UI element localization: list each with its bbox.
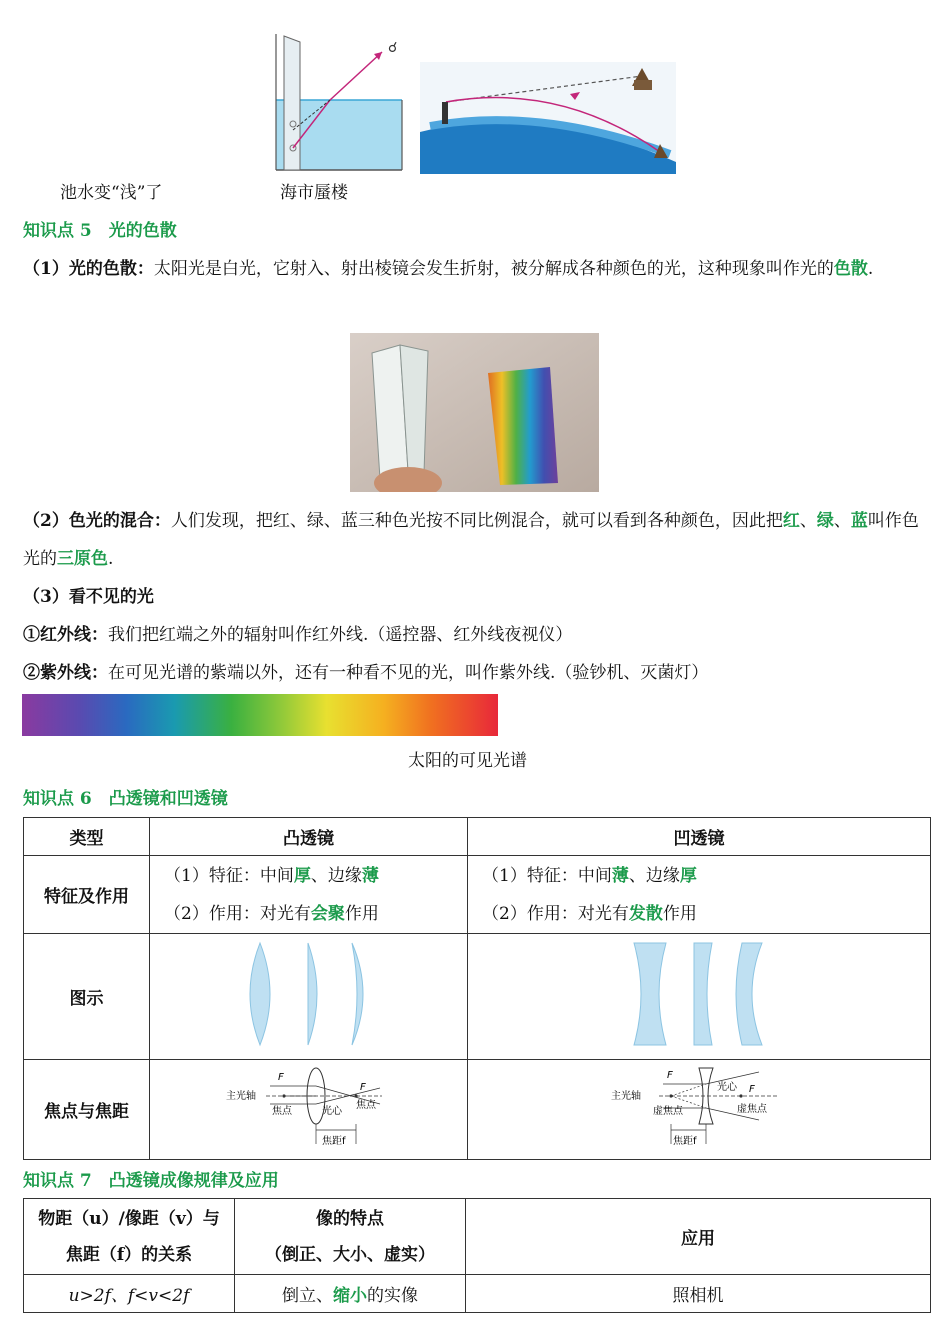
mirage-figure	[420, 62, 676, 174]
svg-text:主光轴: 主光轴	[225, 1091, 256, 1102]
svg-text:F: F	[667, 1070, 673, 1081]
mixing-text: 人们发现，把红、绿、蓝三种色光按不同比例混合，就可以看到各种颜色，因此把	[170, 511, 783, 531]
infrared-line: ①红外线：我们把红端之外的辐射叫作红外线.（遥控器、红外线夜视仪）	[23, 625, 573, 645]
kp5-title: 知识点 5 光的色散	[23, 221, 177, 241]
svg-text:主光轴: 主光轴	[611, 1091, 641, 1102]
concave-lens-shapes	[468, 934, 931, 1060]
svg-text:虚焦点: 虚焦点	[737, 1104, 767, 1115]
header-image-features: 像的特点 （倒正、大小、虚实）	[235, 1199, 466, 1275]
row-focus-label: 焦点与焦距	[24, 1060, 150, 1160]
keyword-green: 绿	[816, 511, 834, 531]
svg-text:焦点: 焦点	[271, 1106, 292, 1117]
dispersion-keyword: 色散	[833, 259, 868, 279]
svg-text:F: F	[749, 1084, 755, 1095]
concave-lenses-icon	[624, 939, 774, 1049]
convex-lens-shapes	[150, 934, 468, 1060]
prism-photo	[350, 333, 599, 492]
dispersion-text: 太阳光是白光，它射入、射出棱镜会发生折射，被分解成各种颜色的光，这种现象叫作光的	[153, 259, 834, 279]
svg-text:焦点: 焦点	[355, 1100, 376, 1111]
svg-text:F: F	[277, 1072, 284, 1083]
concave-focus-diagram	[468, 1060, 931, 1160]
header-type: 类型	[24, 818, 150, 856]
row-features-label: 特征及作用	[24, 856, 150, 934]
row-illustration-label: 图示	[24, 934, 150, 1060]
spectrum-caption: 太阳的可见光谱	[408, 751, 527, 771]
convex-lenses-icon	[234, 939, 384, 1049]
lens-table	[23, 817, 931, 1160]
visible-spectrum-bar	[22, 694, 498, 736]
ultraviolet-line: ②紫外线：在可见光谱的紫端以外，还有一种看不见的光，叫作紫外线.（验钞机、灭菌灯）	[23, 663, 709, 683]
header-application: 应用	[466, 1199, 931, 1275]
kp7-title: 知识点 7 凸透镜成像规律及应用	[23, 1171, 279, 1191]
invisible-light-label: （3）看不见的光	[23, 587, 154, 607]
caption-pool: 池水变“浅”了	[60, 183, 163, 203]
convex-focus-diagram	[150, 1060, 468, 1160]
image-feature-cell: 倒立、缩小的实像	[235, 1275, 466, 1313]
keyword-blue: 蓝	[850, 511, 868, 531]
svg-text:焦距f: 焦距f	[321, 1136, 346, 1147]
convex-features: （1）特征：中间厚、边缘薄 （2）作用：对光有会聚作用	[150, 856, 468, 934]
kp6-title: 知识点 6 凸透镜和凹透镜	[23, 789, 228, 809]
svg-text:F: F	[359, 1082, 366, 1093]
svg-text:光心: 光心	[717, 1082, 737, 1093]
pool-illusion-figure	[270, 34, 410, 176]
header-concave: 凹透镜	[468, 818, 931, 856]
imaging-table	[23, 1198, 931, 1313]
kp5-para-dispersion: （1）光的色散：太阳光是白光，它射入、射出棱镜会发生折射，被分解成各种颜色的光，这种现象叫作光的色散.	[23, 259, 874, 279]
caption-mirage: 海市蜃楼	[280, 183, 348, 203]
svg-text:虚焦点: 虚焦点	[653, 1106, 683, 1117]
header-convex: 凸透镜	[150, 818, 468, 856]
application-cell: 照相机	[466, 1275, 931, 1313]
dispersion-label: （1）光的色散：	[23, 259, 154, 279]
keyword-red: 红	[782, 511, 800, 531]
header-relation: 物距（u）/像距（v）与 焦距（f）的关系	[24, 1199, 235, 1275]
mixing-label: （2）色光的混合：	[23, 511, 171, 531]
svg-text:☌: ☌	[388, 40, 398, 56]
kp5-para-mixing: （2）色光的混合：人们发现，把红、绿、蓝三种色光按不同比例混合，就可以看到各种颜色，因此把红、绿、蓝叫作色光的三原色.	[23, 511, 919, 569]
keyword-primary-colors: 三原色	[57, 549, 108, 569]
concave-features: （1）特征：中间薄、边缘厚 （2）作用：对光有发散作用	[468, 856, 931, 934]
svg-text:焦距f: 焦距f	[673, 1136, 697, 1147]
relation-cell: u>2f、f<v<2f	[24, 1275, 235, 1313]
svg-text:光心: 光心	[321, 1106, 342, 1117]
